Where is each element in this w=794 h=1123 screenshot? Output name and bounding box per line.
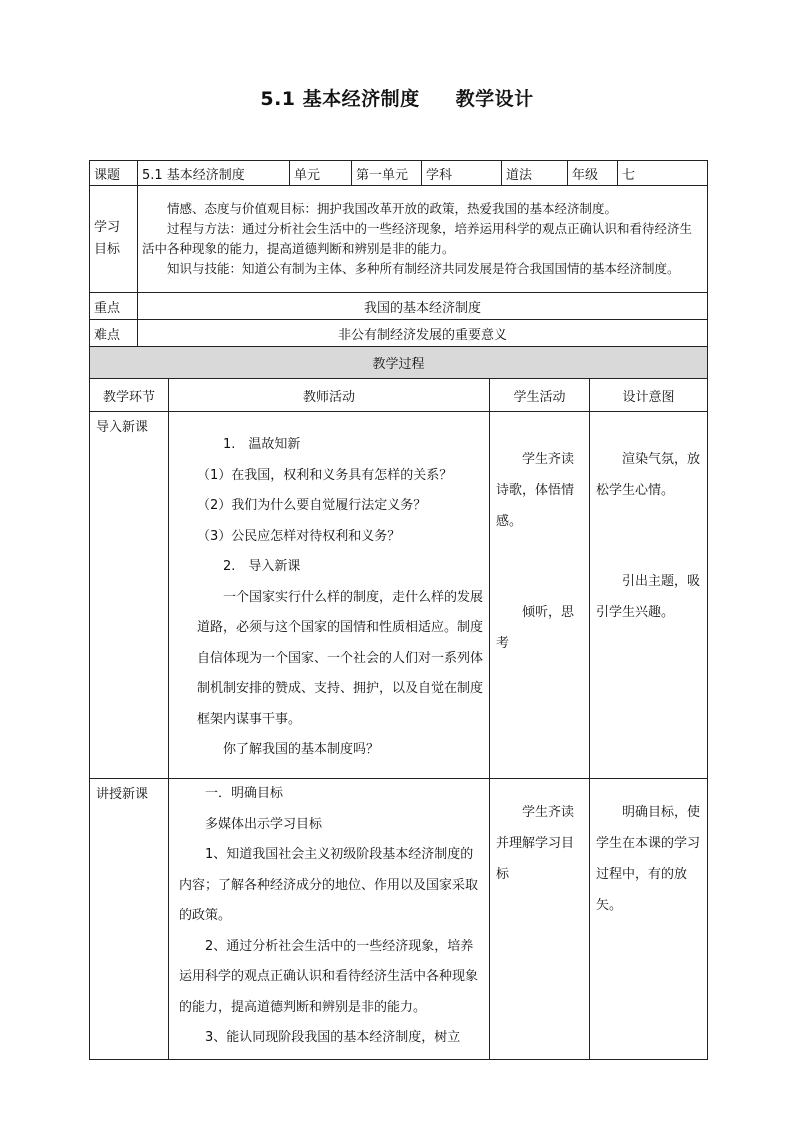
goals-row [90, 186, 708, 293]
stage-label: 导入新课 [90, 412, 169, 779]
process-table [89, 346, 708, 1060]
column-header: 学生活动 [490, 379, 590, 412]
focus-label: 重点 [90, 293, 138, 320]
goals-content [138, 186, 708, 293]
teacher-line: （3）公民应怎样对待权利和义务？ [197, 528, 401, 544]
teacher-line: 一个国家实行什么样的制度，走什么样的发展道路，必须与这个国家的国情和性质相适应。制度自信体现为一个国家、一个社会的人们对一系列体制机制安排的赞成、支持、拥护，以及自觉在制度框架内谋事干事。 [197, 589, 484, 727]
title-main: 5.1 基本经济制度 [260, 88, 420, 110]
column-header: 教学环节 [90, 379, 169, 412]
student-line: 倾听，思考 [496, 605, 575, 651]
difficulty-row [90, 320, 708, 347]
difficulty-label: 难点 [90, 320, 138, 347]
course-label: 课题 [90, 161, 138, 186]
design-intent [590, 412, 708, 779]
teacher-line: 多媒体出示学习目标 [205, 816, 323, 832]
teacher-line: 2. 导入新课 [223, 559, 301, 574]
teacher-line: 3、能认同现阶段我国的基本经济制度，树立 [205, 1030, 461, 1045]
focus-row [90, 293, 708, 320]
design-intent [590, 779, 708, 1060]
lesson-info-table [89, 160, 708, 347]
intent-line: 引出主题，吸引学生兴趣。 [596, 574, 701, 620]
teacher-line: 2、通过分析社会生活中的一些经济现象，培养运用科学的观点正确认识和看待经济生活中各种现象的能力，提高道德判断和辨别是非的能力。 [179, 938, 479, 1015]
unit-label: 单元 [290, 161, 352, 186]
course-value: 5.1 基本经济制度 [138, 161, 290, 186]
process-row [90, 412, 708, 779]
intent-line: 明确目标，使学生在本课的学习过程中，有的放矢。 [596, 805, 701, 913]
focus-value: 我国的基本经济制度 [138, 293, 708, 320]
teacher-line: （2）我们为什么要自觉履行法定义务？ [197, 498, 427, 513]
intent-line: 渲染气氛，放松学生心情。 [596, 452, 701, 498]
page-title [0, 84, 794, 111]
goals-label: 学习 目标 [90, 186, 138, 293]
teacher-line: 1. 温故知新 [223, 437, 301, 452]
subject-label: 学科 [422, 161, 502, 186]
goal-line: 过程与方法：通过分析社会生活中的一些经济现象，培养运用科学的观点正确认识和看待经济生活中各种现象的能力，提高道德判断和辨别是非的能力。 [142, 221, 693, 256]
info-row [90, 161, 708, 186]
process-row [90, 779, 708, 1060]
stage-label: 讲授新课 [90, 779, 169, 1060]
teacher-line: （1）在我国，权利和义务具有怎样的关系？ [197, 467, 453, 483]
grade-value: 七 [618, 161, 708, 186]
teacher-line: 一．明确目标 [205, 786, 284, 801]
subject-value: 道法 [502, 161, 568, 186]
title-sub: 教学设计 [455, 88, 534, 110]
student-line: 学生齐读并理解学习目标 [496, 805, 575, 882]
goal-line: 知识与技能：知道公有制为主体、多种所有制经济共同发展是符合我国国情的基本经济制度。 [167, 261, 680, 276]
column-header: 教师活动 [169, 379, 490, 412]
difficulty-value: 非公有制经济发展的重要意义 [138, 320, 708, 347]
student-line: 学生齐读诗歌，体悟情感。 [496, 452, 575, 529]
column-header-row [90, 379, 708, 412]
process-header: 教学过程 [90, 347, 708, 379]
student-activity [490, 412, 590, 779]
unit-value: 第一单元 [352, 161, 422, 186]
student-activity [490, 779, 590, 1060]
process-header-row [90, 347, 708, 379]
goal-line: 情感、态度与价值观目标：拥护我国改革开放的政策，热爱我国的基本经济制度。 [167, 201, 618, 216]
teacher-line: 1、知道我国社会主义初级阶段基本经济制度的内容；了解各种经济成分的地位、作用以及国家采取的政策。 [179, 847, 479, 923]
column-header: 设计意图 [590, 379, 708, 412]
teacher-activity [169, 779, 490, 1060]
grade-label: 年级 [568, 161, 618, 186]
teacher-activity [169, 412, 490, 779]
teacher-line: 你了解我国的基本制度吗？ [223, 742, 380, 757]
